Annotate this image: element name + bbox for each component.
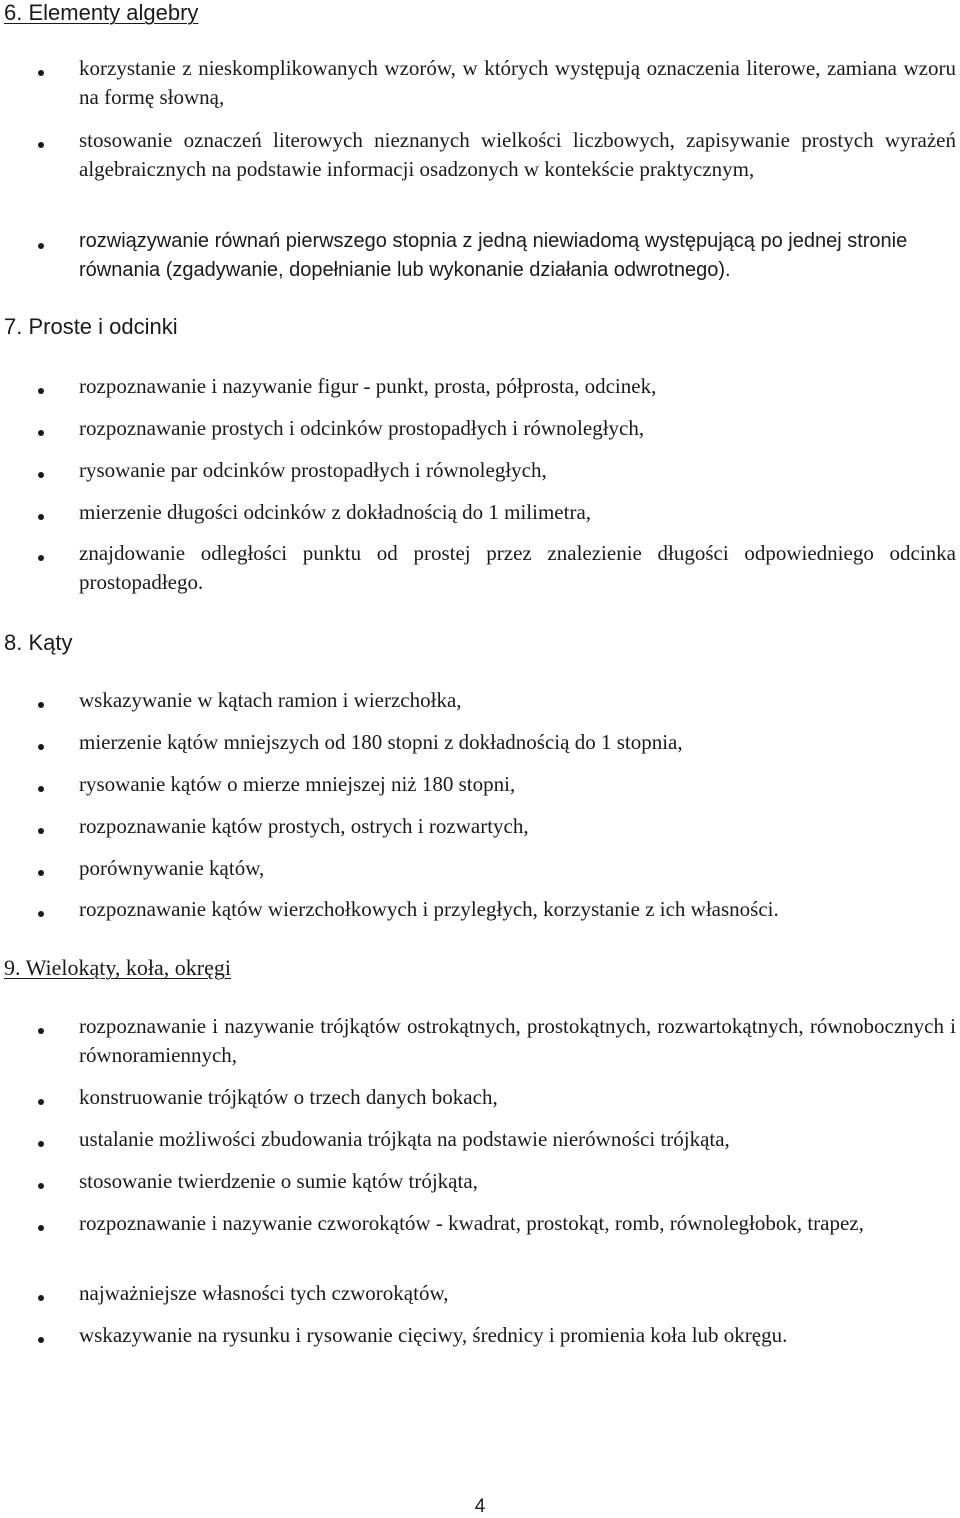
bullet-icon [38, 430, 44, 436]
list-item-text: rysowanie par odcinków prostopadłych i równoległych, [79, 458, 547, 482]
list-item-text: rozpoznawanie prostych i odcinków prostopadłych i równoległych, [79, 416, 645, 440]
list-item-text: konstruowanie trójkątów o trzech danych bokach, [79, 1085, 498, 1109]
list-item-text: znajdowanie odległości punktu od prostej przez znalezienie długości odpowiedniego odcinka prostopadłego. [79, 541, 956, 594]
list-item-text: rozpoznawanie i nazywanie czworokątów - kwadrat, prostokąt, romb, równoległobok, trapez, [79, 1211, 864, 1235]
section-heading-7: 7. Proste i odcinki [4, 314, 178, 339]
section-heading-9: 9. Wielokąty, koła, okręgi [4, 955, 232, 980]
bullet-icon [38, 243, 44, 249]
bullet-icon [38, 555, 44, 561]
list-item-text: wskazywanie w kątach ramion i wierzchołka, [79, 688, 462, 712]
bullet-icon [38, 702, 44, 708]
list-item-text: rozpoznawanie kątów prostych, ostrych i rozwartych, [79, 814, 529, 838]
section-heading-8: 8. Kąty [4, 630, 73, 655]
bullet-icon [38, 870, 44, 876]
list-item-text: stosowanie twierdzenie o sumie kątów trójkąta, [79, 1169, 478, 1193]
bullet-icon [38, 786, 44, 792]
list-item-text: mierzenie kątów mniejszych od 180 stopni z dokładnością do 1 stopnia, [79, 730, 683, 754]
bullet-icon [38, 1099, 44, 1105]
bullet-icon [38, 70, 44, 76]
list-item-text: rozpoznawanie i nazywanie trójkątów ostrokątnych, prostokątnych, rozwartokątnych, równobocznych i równoramiennych, [79, 1014, 956, 1067]
bullet-icon [38, 1295, 44, 1301]
bullet-icon [38, 1225, 44, 1231]
bullet-icon [38, 514, 44, 520]
list-item-text: mierzenie długości odcinków z dokładnością do 1 milimetra, [79, 500, 592, 524]
bullet-icon [38, 828, 44, 834]
bullet-icon [38, 1141, 44, 1147]
bullet-icon [38, 472, 44, 478]
list-item-text: porównywanie kątów, [79, 856, 265, 880]
bullet-icon [38, 1183, 44, 1189]
bullet-icon [38, 744, 44, 750]
bullet-icon [38, 388, 44, 394]
list-item-text: rozwiązywanie równań pierwszego stopnia z jedną niewiadomą występującą po jednej stronie równania (zgadywanie, dopełnianie lub wykonanie działania odwrotnego). [79, 230, 908, 281]
list-item-text: korzystanie z nieskomplikowanych wzorów, w których występują oznaczenia literowe, zamiana wzoru na formę słowną, [79, 56, 956, 109]
list-item-text: rysowanie kątów o mierze mniejszej niż 180 stopni, [79, 772, 516, 796]
list-item-text: rozpoznawanie kątów wierzchołkowych i przyległych, korzystanie z ich własności. [79, 897, 779, 921]
section-heading-6: 6. Elementy algebry [4, 0, 199, 25]
list-item-text: rozpoznawanie i nazywanie figur - punkt, prosta, półprosta, odcinek, [79, 374, 657, 398]
list-item-text: najważniejsze własności tych czworokątów, [79, 1281, 449, 1305]
list-item-text: stosowanie oznaczeń literowych nieznanych wielkości liczbowych, zapisywanie prostych wyrażeń algebraicznych na podstawie informacji osadzonych w kontekście praktycznym, [79, 128, 956, 181]
page-number: 4 [474, 1496, 486, 1517]
list-item-text: ustalanie możliwości zbudowania trójkąta na podstawie nierówności trójkąta, [79, 1127, 730, 1151]
bullet-icon [38, 1337, 44, 1343]
list-item-text: wskazywanie na rysunku i rysowanie cięciwy, średnicy i promienia koła lub okręgu. [79, 1323, 788, 1347]
bullet-icon [38, 142, 44, 148]
bullet-icon [38, 911, 44, 917]
bullet-icon [38, 1028, 44, 1034]
